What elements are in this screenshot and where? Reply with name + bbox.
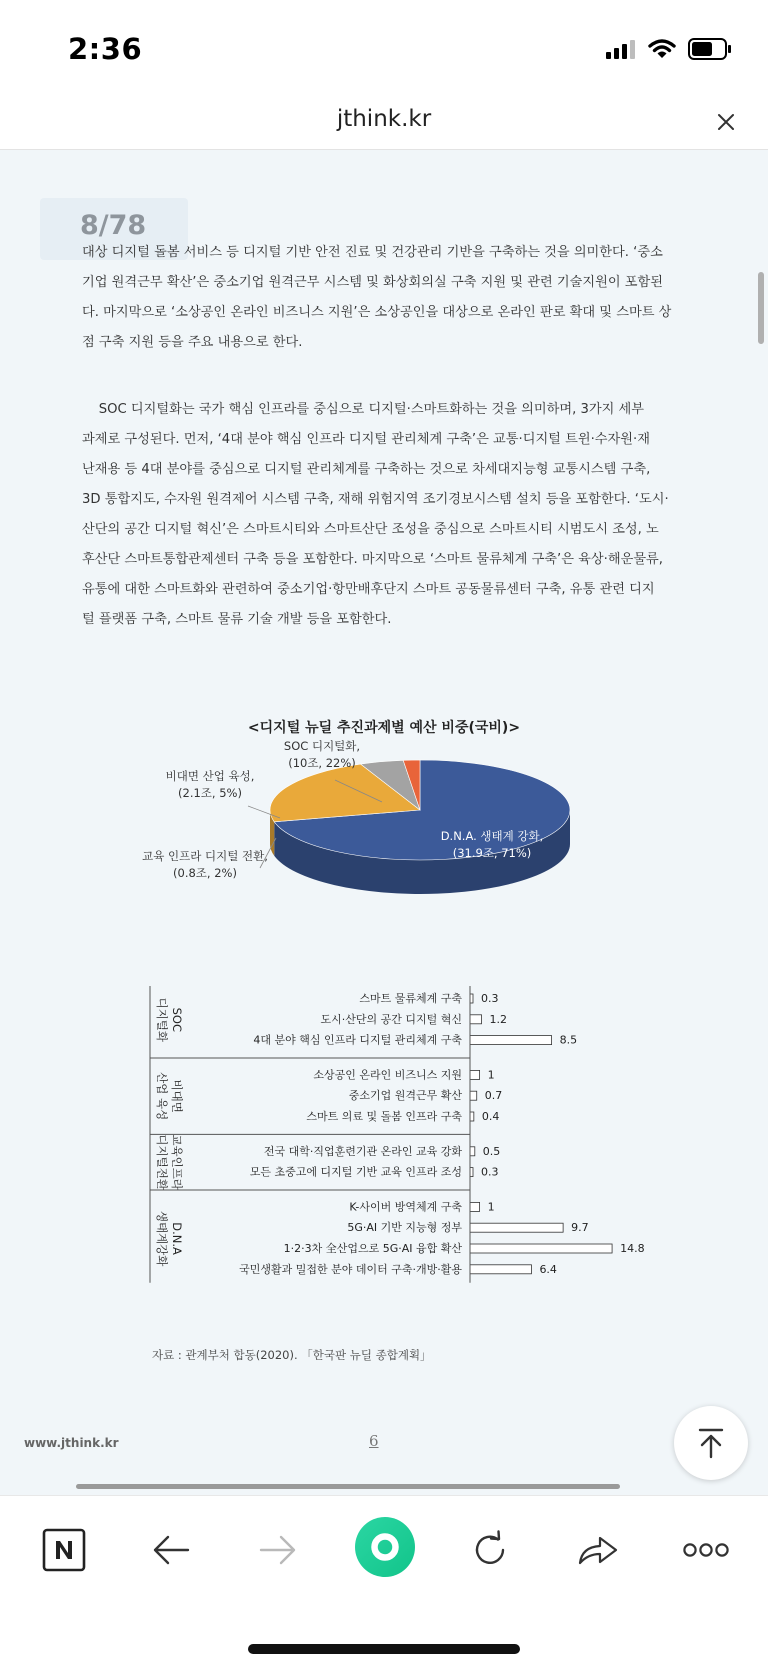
battery-icon: [688, 38, 732, 60]
paragraph-2: [82, 395, 722, 635]
bar-value-label: 0.7: [484, 1089, 503, 1103]
horizontal-scrollbar[interactable]: [76, 1484, 620, 1489]
bar-group-label-line: 생태계강화: [155, 1210, 169, 1267]
home-indicator: [248, 1644, 520, 1654]
forward-button[interactable]: [250, 1522, 306, 1578]
vertical-scrollbar[interactable]: [758, 272, 764, 344]
bar: [470, 1070, 480, 1079]
text-line: 유통에 대한 스마트화와 관련하여 중소기업·항만배후단지 스마트 공동물류센터 구축, 유통 관련 디지: [82, 582, 655, 597]
pie-value-label: (31.9조, 71%): [452, 846, 532, 860]
naver-home-button[interactable]: [36, 1522, 92, 1578]
bar-value-label: 0.3: [481, 992, 499, 1005]
bar-chart: [150, 984, 645, 1344]
bar: [470, 1202, 480, 1211]
bar-category-label: 국민생활과 밀접한 분야 데이터 구축·개방·활용: [239, 1262, 462, 1276]
bar-group-label-line: 디지털전환: [155, 1134, 169, 1190]
browser-title-bar: [0, 96, 768, 150]
close-button[interactable]: [708, 104, 744, 140]
bar-category-label: 소상공인 온라인 비즈니스 지원: [313, 1068, 462, 1082]
bar: [470, 1244, 612, 1253]
text-line: 산단의 공간 디지털 혁신’은 스마트시티와 스마트산단 조성을 중심으로 스마트시티 시범도시 조성, 노: [82, 522, 659, 537]
green-circle-icon: [354, 1516, 416, 1578]
back-arrow-icon: [151, 1533, 191, 1567]
text-line: SOC 디지털화는 국가 핵심 인프라를 중심으로 디지털·스마트화하는 것을 의미하며, 3가지 세부: [82, 402, 645, 417]
more-dots-icon: [682, 1542, 730, 1558]
bar: [470, 1091, 477, 1100]
pie-label: 비대면 산업 육성,: [165, 769, 255, 783]
bar: [470, 1223, 563, 1232]
bar-category-label: 중소기업 원격근무 확산: [348, 1089, 462, 1103]
browser-toolbar: [0, 1495, 768, 1663]
text-line: 3D 통합지도, 수자원 원격제어 시스템 구축, 재해 위험지역 조기경보시스템 설치 등을 포함한다. ‘도시·: [82, 492, 669, 507]
pie-label: SOC 디지털화,: [283, 739, 361, 753]
bar-category-label: 전국 대학·직업훈련기관 온라인 교육 강화: [263, 1144, 462, 1158]
bar-value-label: 0.3: [481, 1165, 499, 1179]
text-line: 후산단 스마트통합관제센터 구축 등을 포함한다. 마지막으로 ‘스마트 물류체계 구축’은 육상·해운물류,: [82, 552, 663, 567]
bar: [470, 1265, 531, 1274]
forward-arrow-icon: [258, 1533, 298, 1567]
bar-category-label: 스마트 의료 및 돌봄 인프라 구축: [306, 1110, 462, 1123]
footer-url[interactable]: www.jthink.kr: [24, 1436, 119, 1450]
more-button[interactable]: [678, 1522, 734, 1578]
refresh-button[interactable]: [462, 1522, 518, 1578]
bar-group-label: [155, 1211, 184, 1267]
bar: [470, 1036, 552, 1045]
bar-value-label: 0.5: [482, 1144, 501, 1158]
bar-category-label: 모든 초중고에 디지털 기반 교육 인프라 조성: [249, 1165, 462, 1179]
scroll-to-top-button[interactable]: [674, 1406, 748, 1480]
bar-group-label-line: SOC: [170, 1007, 184, 1032]
bar-category-label: 스마트 물류체계 구축: [359, 992, 462, 1005]
text-line: 다. 마지막으로 ‘소상공인 온라인 비즈니스 지원’은 소상공인을 대상으로 온라인 판로 확대 및 스마트 상: [82, 305, 672, 320]
status-time: 2:36: [68, 32, 143, 66]
status-icons: [606, 38, 732, 60]
text-line: 대상 디지털 돌봄 서비스 등 디지털 기반 안전 진료 및 건강관리 기반을 구축하는 것을 의미한다. ‘중소: [82, 245, 663, 260]
bar-group-label: [155, 998, 184, 1043]
pie-value-label: (0.8조, 2%): [173, 866, 237, 880]
bar-value-label: 8.5: [559, 1033, 578, 1047]
bar-value-label: 6.4: [539, 1262, 557, 1276]
chart-title: <디지털 뉴딜 추진과제별 예산 비중(국비)>: [247, 720, 521, 736]
bar-value-label: 1: [487, 1068, 495, 1082]
bar-group-label-line: 교육인프라: [170, 1134, 184, 1190]
bar-group-label-line: D.N.A: [170, 1222, 184, 1255]
paragraph-1: [82, 238, 722, 358]
naver-home-icon: [42, 1528, 86, 1572]
bar-value-label: 14.8: [620, 1242, 645, 1255]
bar-value-label: 9.7: [571, 1221, 589, 1235]
arrow-up-to-top-icon: [694, 1426, 728, 1460]
share-button[interactable]: [570, 1522, 626, 1578]
document-page[interactable]: [0, 150, 768, 1495]
pie-chart: [130, 740, 610, 960]
pie-label: 교육 인프라 디지털 전환,: [142, 849, 268, 863]
text-line: 털 플랫폼 구축, 스마트 물류 기술 개발 등을 포함한다.: [82, 612, 392, 627]
pie-value-label: (2.1조, 5%): [178, 786, 242, 800]
text-line: 점 구축 지원 등을 주요 내용으로 한다.: [82, 335, 303, 350]
bar: [470, 1112, 474, 1121]
page-counter-text: 8/78: [80, 210, 147, 241]
bar-category-label: 도시·산단의 공간 디지털 혁신: [320, 1012, 462, 1026]
bar-category-label: 1·2·3차 全산업으로 5G·AI 융합 확산: [283, 1242, 462, 1255]
bar-group-label-line: 산업 육성: [155, 1072, 169, 1121]
site-title: jthink.kr: [336, 106, 432, 132]
cellular-signal-icon: [606, 39, 636, 59]
bar-value-label: 1: [487, 1200, 495, 1214]
green-dot-button[interactable]: [354, 1516, 416, 1578]
close-icon: [716, 112, 736, 132]
pie-value-label: (10조, 22%): [288, 756, 356, 770]
text-line: 과제로 구성된다. 먼저, ‘4대 분야 핵심 인프라 디지털 관리체계 구축’은 교통·디지털 트윈·수자원·재: [82, 432, 650, 447]
bar-group-label: [155, 1072, 184, 1120]
bar-group-label-line: 비대면: [170, 1079, 184, 1113]
bar-category-label: 4대 분야 핵심 인프라 디지털 관리체계 구축: [253, 1033, 462, 1047]
chart-source: 자료 : 관계부처 합동(2020). 「한국판 뉴딜 종합계획」: [152, 1348, 432, 1362]
bar: [470, 1015, 482, 1024]
bar: [470, 1147, 475, 1156]
share-icon: [576, 1530, 620, 1570]
text-line: 난재용 등 4대 분야를 중심으로 디지털 관리체계를 구축하는 것으로 차세대지능형 교통시스템 구축,: [82, 462, 651, 477]
bar-group-label-line: 디지털화: [155, 997, 169, 1043]
bar-category-label: K-사이버 방역체계 구축: [349, 1200, 462, 1214]
bar-value-label: 1.2: [489, 1012, 508, 1026]
pie-label: D.N.A. 생태계 강화,: [440, 829, 544, 843]
status-bar: [0, 0, 768, 96]
back-button[interactable]: [143, 1522, 199, 1578]
refresh-icon: [470, 1530, 510, 1570]
footer-page-number: 6: [369, 1432, 379, 1450]
bar-category-label: 5G·AI 기반 지능형 정부: [347, 1221, 462, 1235]
wifi-icon: [648, 38, 676, 60]
text-line: 기업 원격근무 확산’은 중소기업 원격근무 시스템 및 화상회의실 구축 지원 및 관련 기술지원이 포함된: [82, 275, 663, 290]
bar-value-label: 0.4: [481, 1110, 500, 1123]
bar-group-label: [155, 1134, 184, 1190]
